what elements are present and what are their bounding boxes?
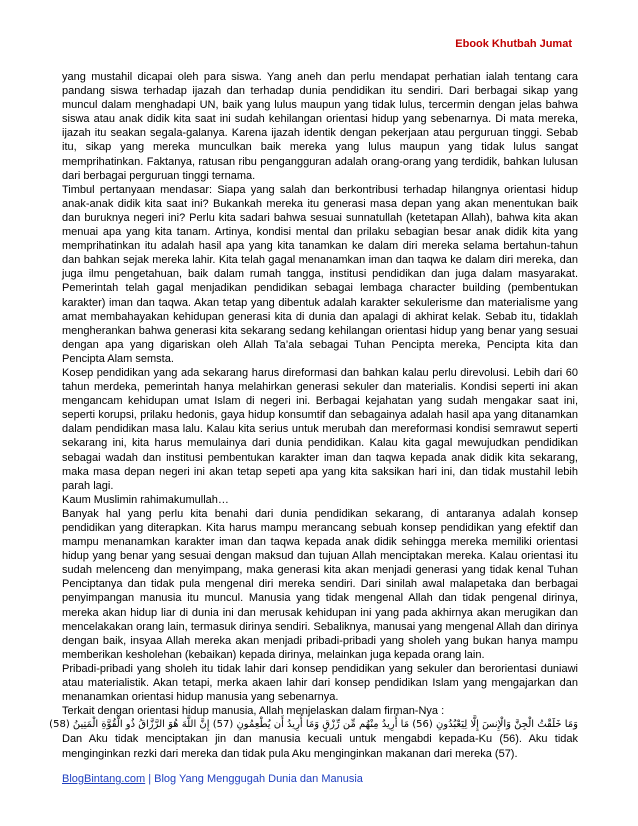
verse-translation: Dan Aku tidak menciptakan jin dan manusia kecuali untuk mengabdi kepada-Ku (56). Aku tidak menginginkan rezki dari mereka dan tidak pula Aku menginginkan makanan dari mereka (57). <box>62 733 578 760</box>
paragraph-1: yang mustahil dicapai oleh para siswa. Yang aneh dan perlu mendapat perhatian ialah tentang cara pandang siswa terhadap ijazah dan terhadap dunia pendidikan itu sendiri. Dari berbagai sikap yang muncul dalam menghadapi UN, baik yang lulus maupun yang tidak lulus, tercermin dengan jelas bahwa siswa atau anak didik kita saat ini sudah kehilangan orientasi hidup yang sebenarnya. Di mata mereka, ijazah itu seakan segala-galanya. Karena ijazah identik dengan pekerjaan atau perguruan tinggi. Sebab itu, sikap yang mereka munculkan baik mereka yang lulus maupun yang tidak lulus sangat memprihatinkan. Faktanya, ratusan ribu pengangguran adalah orang-orang yang terdidik, bahkan lulusan dari berbagai perguruan tinggi ternama. <box>62 71 578 182</box>
paragraph-2: Timbul pertanyaan mendasar: Siapa yang salah dan berkontribusi terhadap hilangnya orientasi hidup anak-anak didik kita saat ini? Bukankah mereka itu generasi masa depan yang akan menentukan baik dan buruknya negeri ini? Perlu kita sadari bahwa sesuai sunnatullah (ketetapan Allah), bahwa kita akan menuai apa yang kita tanam. Artinya, kondisi mental dan prilaku sebagian besar anak didik kita yang memprihatinkan itu adalah hasil apa yang kita tanamkan ke dalam diri mereka selama bertahun-tahun dan bahkan sejak mereka lahir. Kita telah gagal menanamkan iman dan taqwa ke dalam diri mereka, dan juga ilmu pengetahuan, baik dalam rumah tangga, institusi pendidikan dan juga dalam masyarakat. Pemerintah telah gagal menjadikan pendidikan sebagai lembaga character building (pembentukan karakter) iman dan taqwa. Akan tetap yang dibentuk adalah karakter sekulerisme dan materialisme yang amat membahayakan kehidupan generasi kita di dunia dan apalagi di akhirat kelak. Sebab itu, tidaklah mengherankan bahwa generasi kita sekarang sedang kehilangan orientasi hidup yang benar yang sesuai dengan apa yang digariskan oleh Allah Ta’ala sebagai Tuhan Pencipta mereka, Pencipta kita dan Pencipta Alam semsta. <box>62 183 578 365</box>
ebook-title: Ebook Khutbah Jumat <box>455 38 572 50</box>
article-body <box>49 70 578 761</box>
footer <box>62 773 363 785</box>
paragraph-3: Kosep pendidikan yang ada sekarang harus direformasi dan bahkan kalau perlu direvolusi. Lebih dari 60 tahun merdeka, pemerintah hanya melahirkan generasi sekuler dan materialis. Kondisi seperti ini akan mengancam kehidupan umat Islam di negeri ini. Berbagai kejahatan yang sudah mengakar saat ini, seperti korupsi, prilaku hedonis, gaya hidup konsumtif dan sebagainya adalah hasil apa yang ditanamkan dalam pendidikan masa lalu. Kalau kita serius untuk merubah dan mereformasi kondisi semrawut seperti sekarang ini, kita harus memulainya dari dunia pendidikan. Kalau kita gagal mewujudkan pendidikan sebagai wadah dan institusi pembentukan karakter iman dan taqwa kepada anak didik kita sekarang, maka masa depan negeri ini akan tetap sepeti apa yang kita saksikan hari ini, dan tidak mustahil lebih parah lagi. <box>62 366 578 492</box>
paragraph-4: Kaum Muslimin rahimakumullah… <box>62 493 229 506</box>
footer-tagline: Blog Yang Menggugah Dunia dan Manusia <box>154 773 363 785</box>
paragraph-5: Banyak hal yang perlu kita benahi dari dunia pendidikan sekarang, di antaranya adalah konsep pendidikan yang diterapkan. Kita harus mampu merancang sebuah konsep pendidikan yang efektif dan mampu menanamkan karakter iman dan taqwa kepada anak didik sehingga mereka memiliki orientasi hidup yang benar yang sesuai dengan maksud dan tujuan Allah menciptakan mereka. Kalau orientasi itu sudah melenceng dan menyimpang, maka generasi kita akan menjadi generasi yang tidak kenal Tuhan Penciptanya dan tidak pula mengenal diri mereka sendiri. Dari sinilah awal malapetaka dan berbagai penyimpangan manusia itu muncul. Manusia yang tidak mengenal Allah dan tidak pengenal dirinya, mereka akan hidup liar di dunia ini dan merusak kehidupan ini yang pada akhirnya akan merugikan dan mencelakakan orang lain, termasuk dirinya sendiri. Sebaliknya, manusai yang mengenal Allah dan dirinya dengan baik, insyaa Allah mereka akan menjadi pribadi-pribadi yang sholeh yang bukan hanya mampu memberikan kesholehan (kebaikan) kepada dirinya, melainkan juga kepada orang lain. <box>62 507 578 661</box>
arabic-verse: وَمَا خَلَقْتُ الْجِنَّ وَالْإِنسَ إِلَّا لِيَعْبُدُونِ (56) مَا أُرِيدُ مِنْهُم مِّن رِّزْقٍ وَمَا أُرِيدُ أَن يُطْعِمُونِ (57) إِنَّ اللَّهَ هُوَ الرَّزَّاقُ ذُو الْقُوَّةِ الْمَتِينُ (58) <box>49 719 578 731</box>
paragraph-7: Terkait dengan orientasi hidup manusia, Allah menjelaskan dalam firman-Nya : <box>62 705 445 718</box>
footer-separator: | <box>145 773 155 785</box>
paragraph-6: Pribadi-pribadi yang sholeh itu tidak lahir dari konsep pendidikan yang sekuler dan berorientasi duniawi atau materialistik. Akan tetapi, merka akaen lahir dari konsep pendidikan Islam yang mengajarkan dan menanamkan orientasi hidup manusia yang sebenarnya. <box>62 662 578 704</box>
footer-site-link[interactable]: BlogBintang.com <box>62 773 146 785</box>
